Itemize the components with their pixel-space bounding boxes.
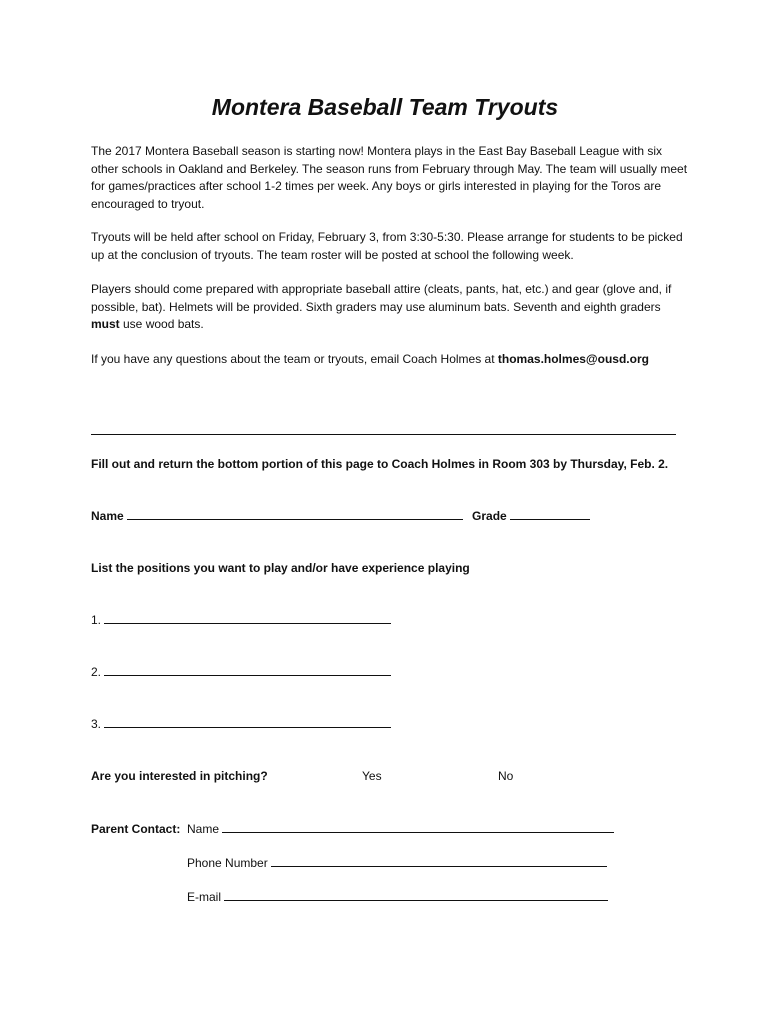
name-label: Name — [91, 509, 124, 523]
parent-name-label: Name — [187, 822, 220, 836]
pitching-question: Are you interested in pitching? — [91, 769, 268, 783]
coach-email: thomas.holmes@ousd.org — [497, 352, 649, 366]
page-title: Montera Baseball Team Tryouts — [211, 94, 559, 120]
parent-email-label: E-mail — [187, 890, 222, 904]
position-row-1 — [91, 612, 391, 628]
grade-label: Grade — [472, 509, 507, 523]
positions-prompt: List the positions you want to play and/or have experience playing — [91, 561, 470, 575]
questions-paragraph — [91, 351, 691, 369]
attire-paragraph — [91, 281, 691, 334]
position-number-3: 3. — [91, 717, 102, 731]
attire-text-end: use wood bats. — [119, 317, 204, 331]
position-field-3[interactable] — [104, 717, 391, 728]
position-row-2 — [91, 664, 391, 680]
pitching-yes-option[interactable]: Yes — [362, 769, 382, 783]
parent-contact-label: Parent Contact: — [91, 822, 181, 836]
name-field[interactable] — [127, 509, 463, 520]
parent-name-row — [187, 821, 614, 837]
position-field-2[interactable] — [104, 665, 391, 676]
parent-email-field[interactable] — [224, 890, 608, 901]
parent-phone-label: Phone Number — [187, 856, 268, 870]
tryouts-paragraph: Tryouts will be held after school on Friday, February 3, from 3:30-5:30. Please arrange for students to be picked up at the conclusion of tryouts. The team roster will be posted at school the following week. — [91, 230, 683, 262]
attire-text-start: Players should come prepared with appropriate baseball attire (cleats, pants, hat, etc.) and gear (glove and, if possible, bat). Helmets will be provided. Sixth graders may use aluminum bats. Seventh and eighth graders — [91, 282, 672, 314]
position-number-1: 1. — [91, 613, 102, 627]
position-row-3 — [91, 716, 391, 732]
parent-phone-row — [187, 855, 607, 871]
position-field-1[interactable] — [104, 613, 391, 624]
attire-emphasis: must — [91, 317, 120, 331]
parent-name-field[interactable] — [222, 822, 614, 833]
position-number-2: 2. — [91, 665, 102, 679]
parent-phone-field[interactable] — [271, 856, 607, 867]
grade-field[interactable] — [510, 509, 590, 520]
return-instruction: Fill out and return the bottom portion of this page to Coach Holmes in Room 303 by Thursday, Feb. 2. — [91, 457, 669, 471]
pitching-no-option[interactable]: No — [498, 769, 514, 783]
questions-text: If you have any questions about the team or tryouts, email Coach Holmes at — [91, 352, 498, 366]
name-row — [91, 508, 590, 524]
parent-email-row — [187, 889, 608, 905]
cut-line-divider — [91, 434, 676, 435]
intro-paragraph: The 2017 Montera Baseball season is starting now! Montera plays in the East Bay Baseball League with six other schools in Oakland and Berkeley. The season runs from February through May. The team will usually meet for games/practices after school 1-2 times per week. Any boys or girls interested in playing for the Toros are encouraged to tryout. — [91, 144, 688, 211]
